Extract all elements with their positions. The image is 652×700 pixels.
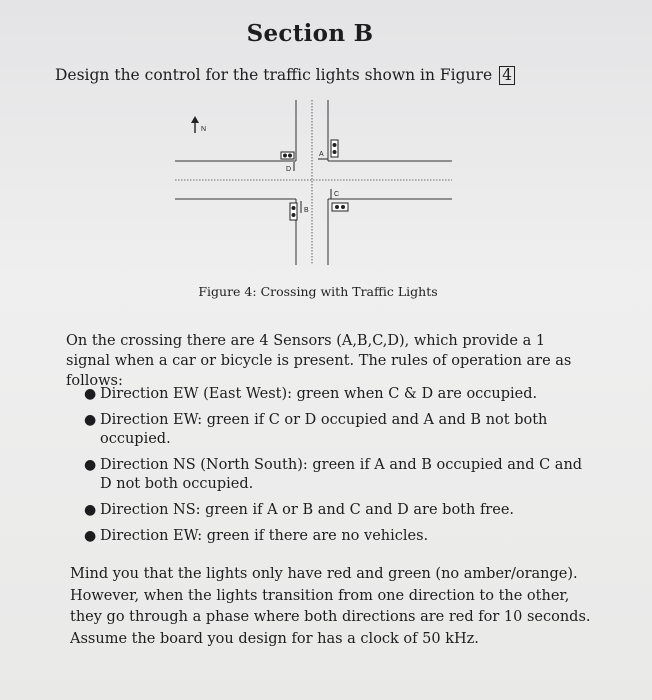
sensor-b-label: B (304, 207, 309, 214)
rule-text: Direction EW: green if C or D occupied and A and B not both occupied. (100, 412, 548, 447)
traffic-light-south (290, 203, 297, 220)
traffic-light-east (332, 203, 348, 211)
rule-text: Direction NS (North South): green if A and B occupied and C and D not both occupied. (100, 457, 583, 492)
north-arrow-icon (191, 116, 199, 133)
transition-paragraph: Mind you that the lights only have red and green (no amber/orange). However, when the lights transition from one direction to the other, they go through a phase where both directions are red for 10 seconds. Assume the board you design for has a clock of 50 kHz. (70, 566, 591, 647)
rule-text: Direction EW: green if there are no vehicles. (100, 528, 429, 544)
rule-text: Direction NS: green if A or B and C and D are both free. (100, 502, 515, 518)
sensor-a-label: A (319, 151, 324, 158)
sensor-c-label: C (334, 191, 340, 198)
north-label: N (201, 126, 207, 133)
rule-text: Direction EW (East West): green when C & D are occupied. (100, 386, 538, 402)
intro-sentence (55, 66, 515, 85)
intro-text: Design the control for the traffic lights shown in Figure (55, 66, 493, 84)
sensor-description-paragraph: On the crossing there are 4 Sensors (A,B,C,D), which provide a 1 signal when a car or bicycle is present. The rules of operation are as follows: (66, 333, 572, 389)
list-item: ● Direction NS: green if A or B and C and D are both free. (84, 502, 515, 518)
figure-caption: Figure 4: Crossing with Traffic Lights (198, 284, 438, 299)
rules-list (84, 385, 584, 553)
list-item: ● Direction EW: green if C or D occupied and A and B not both occupied. (84, 412, 548, 447)
figure-reference-link[interactable]: 4 (499, 66, 515, 85)
traffic-light-west (281, 152, 294, 159)
crossing-diagram (160, 95, 460, 275)
traffic-light-north (331, 140, 338, 157)
list-item: ● Direction NS (North South): green if A and B occupied and C and D not both occupied. (84, 457, 583, 492)
section-title: Section B (246, 20, 374, 47)
list-item: ● Direction EW: green if there are no vehicles. (84, 528, 429, 544)
sensor-d-label: D (286, 166, 292, 173)
list-item: ● Direction EW (East West): green when C & D are occupied. (84, 386, 538, 402)
